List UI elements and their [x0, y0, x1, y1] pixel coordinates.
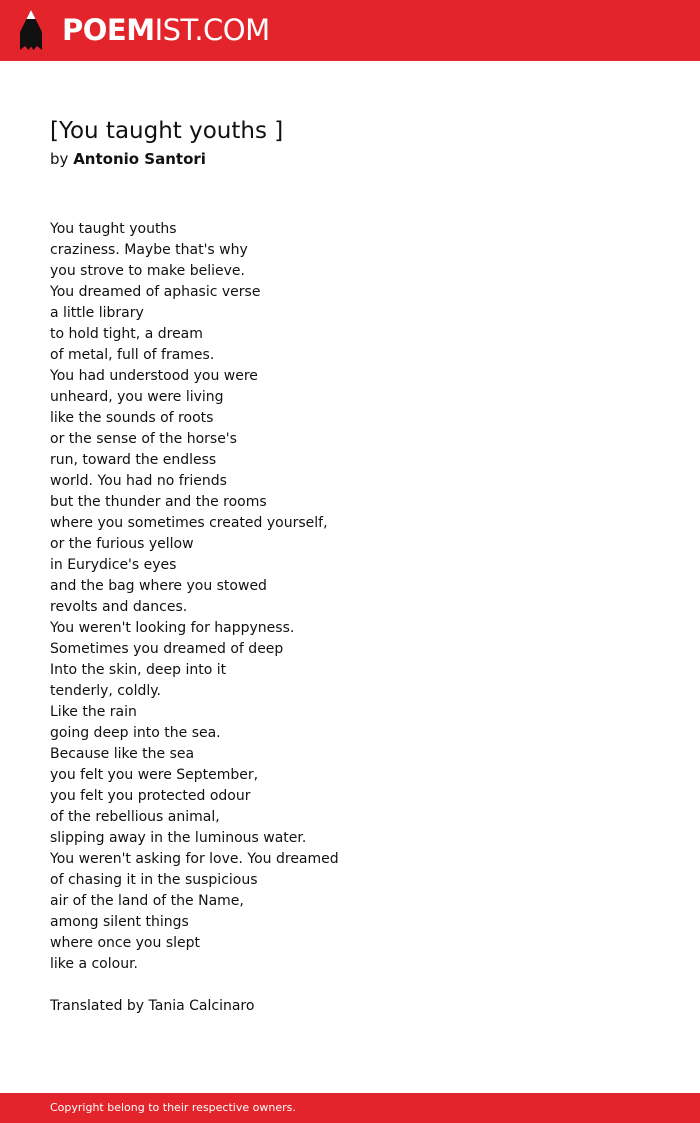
site-footer [0, 1093, 700, 1123]
poem-line: You weren't asking for love. You dreamed [50, 851, 339, 867]
poem-line: to hold tight, a dream [50, 326, 203, 342]
poem-line: like a colour. [50, 956, 138, 972]
poem-line: you felt you were September, [50, 767, 259, 783]
poem-title: [You taught youths ] [50, 118, 284, 144]
poem-line: air of the land of the Name, [50, 893, 244, 909]
poem-line: in Eurydice's eyes [50, 557, 177, 573]
translator-credit: Translated by Tania Calcinaro [50, 998, 255, 1014]
poem-line: unheard, you were living [50, 389, 224, 405]
poem-line: going deep into the sea. [50, 725, 221, 741]
poem-line: where once you slept [50, 935, 200, 951]
poem-line: a little library [50, 305, 144, 321]
poem-line: of metal, full of frames. [50, 347, 215, 363]
poem-line: like the sounds of roots [50, 410, 214, 426]
poem-line: tenderly, coldly. [50, 683, 161, 699]
poem-line: revolts and dances. [50, 599, 188, 615]
poem-line: You dreamed of aphasic verse [50, 284, 261, 300]
poem-line: or the sense of the horse's [50, 431, 237, 447]
poem-line: slipping away in the luminous water. [50, 830, 307, 846]
poem-line: among silent things [50, 914, 189, 930]
site-header [0, 0, 700, 61]
poem-line: Because like the sea [50, 746, 195, 762]
poem-line: of chasing it in the suspicious [50, 872, 258, 888]
poem-line: You had understood you were [50, 368, 258, 384]
logo-bold-part: POEM [62, 13, 155, 47]
poem-line: where you sometimes created yourself, [50, 515, 328, 531]
poem-line: or the furious yellow [50, 536, 194, 552]
poem-line: but the thunder and the rooms [50, 494, 267, 510]
by-label: by [50, 150, 69, 168]
poem-line: you strove to make believe. [50, 263, 245, 279]
poem-line: Like the rain [50, 704, 137, 720]
poem-line: of the rebellious animal, [50, 809, 220, 825]
poem-line: Sometimes you dreamed of deep [50, 641, 284, 657]
poem-line: you felt you protected odour [50, 788, 251, 804]
author-name: Antonio Santori [73, 150, 206, 168]
copyright-notice: Copyright belong to their respective owners. [50, 1101, 296, 1114]
poem-line: Into the skin, deep into it [50, 662, 227, 678]
site-logo-text[interactable] [62, 12, 270, 48]
poem-line: run, toward the endless [50, 452, 217, 468]
poem-line: You weren't looking for happyness. [50, 620, 295, 636]
byline [50, 148, 206, 170]
poem-line: craziness. Maybe that's why [50, 242, 248, 258]
poem-line: world. You had no friends [50, 473, 227, 489]
poem-body [50, 219, 650, 975]
pencil-tip-icon[interactable] [18, 10, 44, 52]
poem-line: and the bag where you stowed [50, 578, 267, 594]
logo-light-part: IST.COM [154, 13, 270, 47]
poem-line: You taught youths [50, 221, 177, 237]
